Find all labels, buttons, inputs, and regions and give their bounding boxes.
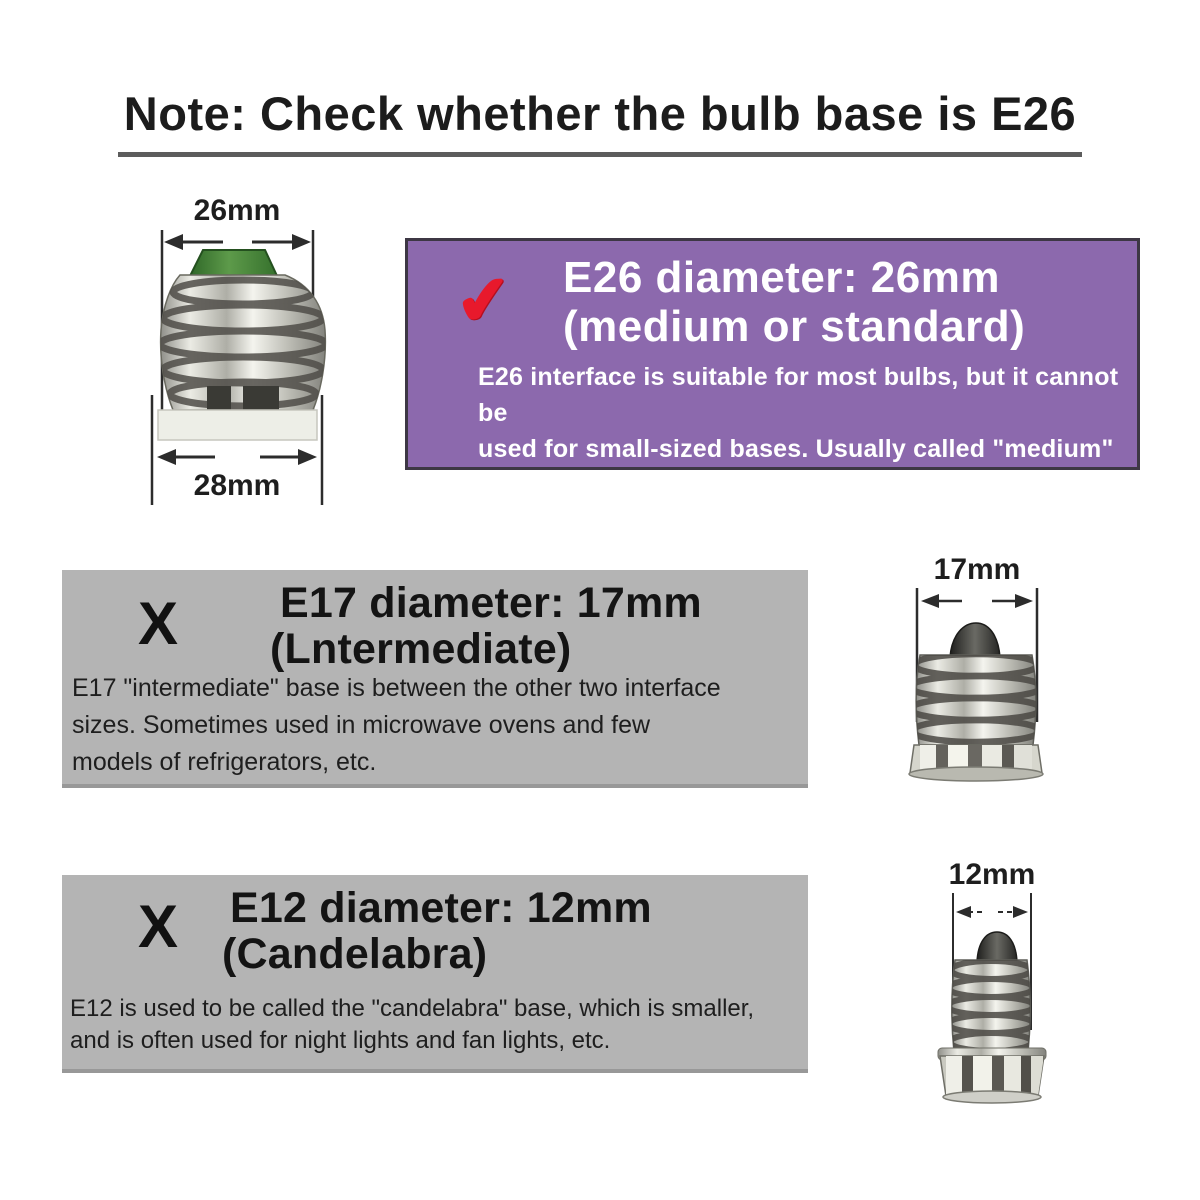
- e26-info-panel: [405, 238, 1140, 499]
- e17-description-line: sizes. Sometimes used in microwave ovens and few: [72, 711, 651, 739]
- e26-bulb-illustration: [158, 250, 326, 440]
- e26-description-line: or "standard" base.: [478, 471, 714, 499]
- e26-top-dimension-label: 26mm: [193, 194, 281, 227]
- e17-description-line: E17 "intermediate" base is between the other two interface: [72, 674, 721, 702]
- e12-description: [70, 993, 754, 1057]
- e17-heading: [270, 579, 702, 673]
- title-underline: [118, 152, 1082, 157]
- e17-heading-line1: E17 diameter: 17mm: [280, 579, 702, 627]
- e26-description-line: used for small-sized bases. Usually called "medium": [478, 435, 1114, 463]
- e26-bottom-dimension-arrow: [157, 449, 317, 465]
- e12-heading: [222, 884, 652, 978]
- e17-description-line: models of refrigerators, etc.: [72, 748, 377, 776]
- e12-description-line: E12 is used to be called the "candelabra" base, which is smaller,: [70, 995, 755, 1022]
- e12-description-line: and is often used for night lights and fan lights, etc.: [70, 1027, 611, 1054]
- e17-dimension-arrow: [921, 594, 1033, 608]
- check-icon: ✔: [452, 260, 516, 340]
- x-icon: X: [138, 893, 179, 960]
- e26-top-dimension-arrow: [164, 234, 311, 250]
- e26-heading: [563, 253, 1025, 351]
- e12-bulb-figure: [860, 860, 1110, 1140]
- e26-description-line: E26 interface is suitable for most bulbs, but it cannot be: [478, 363, 1119, 427]
- e26-heading-line2: (medium or standard): [563, 302, 1026, 351]
- e17-bulb-figure: [890, 555, 1110, 800]
- e12-heading-line1: E12 diameter: 12mm: [230, 884, 652, 932]
- e12-info-panel: [62, 875, 808, 1073]
- e26-heading-line1: E26 diameter: 26mm: [563, 253, 1000, 302]
- e12-dimension-label: 12mm: [948, 860, 1036, 891]
- e17-heading-line2: (Lntermediate): [270, 625, 572, 673]
- e26-bottom-dimension-label: 28mm: [193, 469, 281, 502]
- e17-info-panel: [62, 570, 808, 788]
- e26-description: [478, 359, 1137, 503]
- x-icon: X: [138, 590, 179, 657]
- e12-dimension-arrow: [956, 906, 1028, 918]
- page-title: Note: Check whether the bulb base is E26: [123, 87, 1077, 140]
- e12-heading-line2: (Candelabra): [222, 930, 488, 978]
- e26-bulb-figure: [125, 190, 335, 510]
- e17-bulb-illustration: [909, 623, 1043, 781]
- e12-bulb-illustration: [938, 932, 1046, 1103]
- e17-dimension-label: 17mm: [933, 555, 1021, 586]
- e17-description: [72, 670, 721, 781]
